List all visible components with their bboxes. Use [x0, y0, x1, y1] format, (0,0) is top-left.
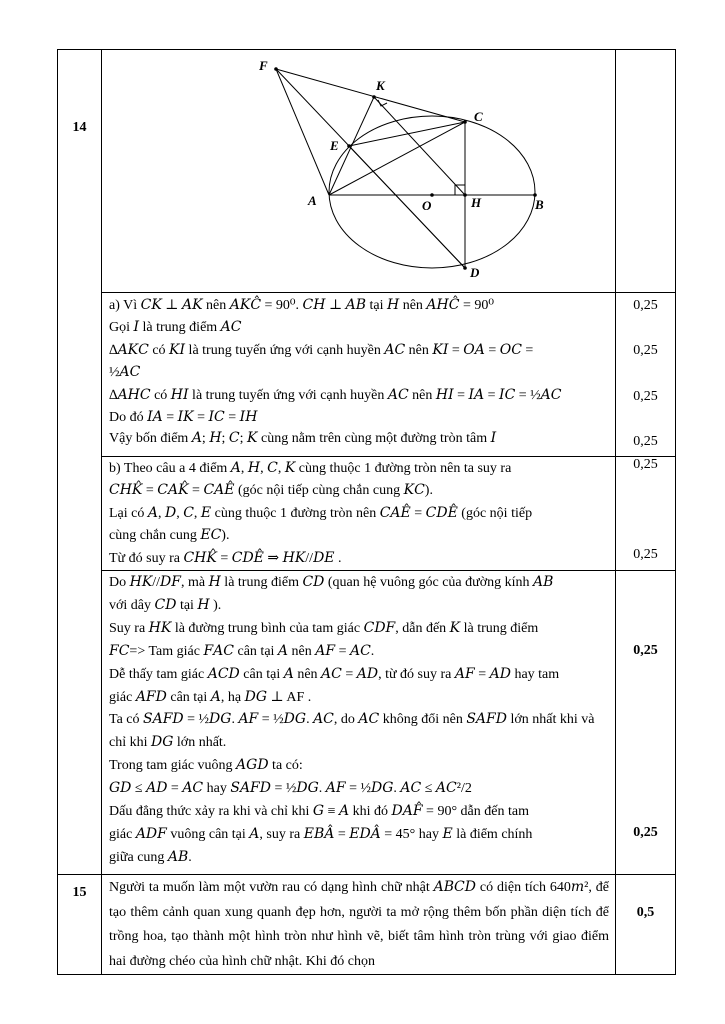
question-15-cell	[102, 875, 616, 975]
segment-ac	[329, 122, 465, 195]
label-k: K	[376, 78, 385, 93]
part-c-line-10: 𝐺𝐷 ≤ 𝐴𝐷 = 𝐴𝐶 hay 𝑆𝐴𝐹𝐷 = ½𝐷𝐺. 𝐴𝐹 = ½𝐷𝐺. 𝐴𝐶 ≤ 𝐴𝐶²/2	[109, 781, 472, 797]
point-h	[463, 193, 467, 197]
geometry-figure-cell	[102, 50, 616, 293]
part-a-cell	[102, 292, 616, 456]
label-d: D	[470, 265, 480, 280]
part-b-line-3: Lại có 𝐴, 𝐷, 𝐶, 𝐸 cùng thuộc 1 đường tròn nên 𝐶𝐴𝐸̂ = 𝐶𝐷𝐸̂ (góc nội tiếp	[109, 505, 533, 521]
part-a-score-cell	[616, 292, 676, 456]
part-a-line-1: a) Vì 𝐶𝐾 ⊥ 𝐴𝐾 nên 𝐴𝐾𝐶̂ = 90⁰. 𝐶𝐻 ⊥ 𝐴𝐵 tại 𝐻 nên 𝐴𝐻𝐶̂ = 90⁰	[109, 297, 494, 313]
part-a-line-2: Gọi 𝐼 là trung điểm 𝐴𝐶	[109, 320, 242, 335]
part-b-score-2: 0,25	[633, 546, 658, 562]
part-c-line-1: Do 𝐻𝐾//𝐷𝐹, mà 𝐻 là trung điểm 𝐶𝐷 (quan hệ vuông góc của đường kính 𝐴𝐵	[109, 575, 554, 590]
part-c-line-4: 𝐹𝐶=> Tam giác 𝐹𝐴𝐶 cân tại 𝐴 nên 𝐴𝐹 = 𝐴𝐶.	[109, 643, 375, 659]
part-c-line-2: với dây 𝐶𝐷 tại 𝐻 ).	[109, 597, 222, 613]
question-15-score-cell	[616, 875, 676, 975]
geometry-figure	[102, 50, 615, 283]
label-f: F	[259, 58, 268, 73]
part-b-cell	[102, 456, 616, 571]
part-c-line-12: giác 𝐴𝐷𝐹 vuông cân tại 𝐴, suy ra 𝐸𝐵𝐴̂ = 𝐸𝐷𝐴̂ = 45° hay 𝐸 là điểm chính	[109, 826, 533, 842]
question-number-14: 14	[58, 50, 102, 875]
label-a: A	[308, 193, 317, 208]
part-a-line-4: ½𝐴𝐶	[109, 365, 141, 380]
part-c-score-2: 0,25	[633, 825, 658, 840]
part-a-score-2: 0,25	[633, 342, 658, 358]
segment-fa	[276, 69, 329, 195]
part-c-line-8: chỉ khi 𝐷𝐺 lớn nhất.	[109, 735, 227, 751]
question-number-15: 15	[58, 875, 102, 975]
part-a-line-5: ∆𝐴𝐻𝐶 có 𝐻𝐼 là trung tuyến ứng với cạnh huyền 𝐴𝐶 nên 𝐻𝐼 = 𝐼𝐴 = 𝐼𝐶 = ½𝐴𝐶	[109, 387, 562, 403]
part-c-line-3: Suy ra 𝐻𝐾 là đường trung bình của tam giác 𝐶𝐷𝐹, dẫn đến 𝐾 là trung điểm	[109, 620, 539, 636]
part-c-line-11: Dấu đẳng thức xảy ra khi và chỉ khi 𝐺 ≡ 𝐴 khi đó 𝐷𝐴𝐹̂ = 90° dẫn đến tam	[109, 804, 529, 820]
part-a-line-6: Do đó 𝐼𝐴 = 𝐼𝐾 = 𝐼𝐶 = 𝐼𝐻	[109, 410, 258, 425]
part-c-line-7: Ta có 𝑆𝐴𝐹𝐷 = ½𝐷𝐺. 𝐴𝐹 = ½𝐷𝐺. 𝐴𝐶, do 𝐴𝐶 không đổi nên 𝑆𝐴𝐹𝐷 lớn nhất khi và	[109, 712, 595, 728]
score-cell-figure	[616, 50, 676, 293]
point-o	[430, 193, 434, 197]
point-e	[347, 144, 351, 148]
point-d	[463, 266, 467, 270]
segment-kh	[374, 97, 465, 195]
point-c	[463, 120, 467, 124]
question-15-text: Người ta muốn làm một vườn rau có dạng hình chữ nhật 𝐴𝐵𝐶𝐷 có diện tích 640𝑚², để tạo thêm cảnh quan xung quanh đẹp hơn, người ta mở rộng thêm bốn phần diện tích để trồng hoa, tạo thành một hình tròn như hình vẽ, biết tâm hình tròn trùng với giao điểm hai đường chéo của hình chữ nhật. Khi đó chọn	[109, 880, 609, 969]
part-b-score-cell	[616, 456, 676, 571]
label-b: B	[535, 197, 544, 212]
part-c-line-5: Dễ thấy tam giác 𝐴𝐶𝐷 cân tại 𝐴 nên 𝐴𝐶 = 𝐴𝐷, từ đó suy ra 𝐴𝐹 = 𝐴𝐷 hay tam	[109, 666, 560, 682]
part-b-line-2: 𝐶𝐻𝐾̂ = 𝐶𝐴𝐾̂ = 𝐶𝐴𝐸̂ (góc nội tiếp cùng chắn cung 𝐾𝐶).	[109, 483, 433, 498]
label-o: O	[422, 198, 432, 213]
part-a-score-3: 0,25	[633, 388, 658, 404]
part-c-line-9: Trong tam giác vuông 𝐴𝐺𝐷 ta có:	[109, 758, 303, 774]
label-e: E	[330, 138, 339, 153]
segment-fc	[276, 69, 465, 122]
segment-ed	[349, 146, 465, 268]
point-k	[372, 95, 376, 99]
part-b-score-1: 0,25	[633, 456, 658, 472]
point-f	[274, 67, 278, 71]
part-c-cell	[102, 571, 616, 875]
part-c-score-1: 0,25	[633, 643, 658, 658]
part-b-line-4: cùng chắn cung 𝐸𝐶).	[109, 528, 230, 543]
part-b-line-1: b) Theo câu a 4 điểm 𝐴, 𝐻, 𝐶, 𝐾 cùng thuộc 1 đường tròn nên ta suy ra	[109, 460, 512, 476]
part-a-line-3: ∆𝐴𝐾𝐶 có 𝐾𝐼 là trung tuyến ứng với cạnh huyền 𝐴𝐶 nên 𝐾𝐼 = 𝑂𝐴 = 𝑂𝐶 =	[109, 342, 534, 358]
part-a-score-4: 0,25	[633, 433, 658, 449]
part-c-score-cell	[616, 571, 676, 875]
answer-table	[57, 49, 676, 975]
circle-outline	[329, 116, 535, 268]
label-c: C	[474, 109, 483, 124]
label-h: H	[471, 195, 482, 210]
part-a-score-1: 0,25	[633, 297, 658, 313]
right-angle-k	[378, 100, 387, 106]
question-15-score: 0,5	[636, 905, 655, 920]
part-c-line-6: giác 𝐴𝐹𝐷 cân tại 𝐴, hạ 𝐷𝐺 ⊥ AF .	[109, 689, 312, 705]
segment-ec	[349, 122, 465, 146]
part-c-line-13: giữa cung 𝐴𝐵.	[109, 849, 192, 865]
part-a-line-7: Vậy bốn điểm 𝐴; 𝐻; 𝐶; 𝐾 cùng nằm trên cùng một đường tròn tâm 𝐼	[109, 430, 497, 446]
part-b-line-5: Từ đó suy ra 𝐶𝐻𝐾̂ = 𝐶𝐷𝐸̂ ⇒ 𝐻𝐾//𝐷𝐸 .	[109, 550, 342, 566]
